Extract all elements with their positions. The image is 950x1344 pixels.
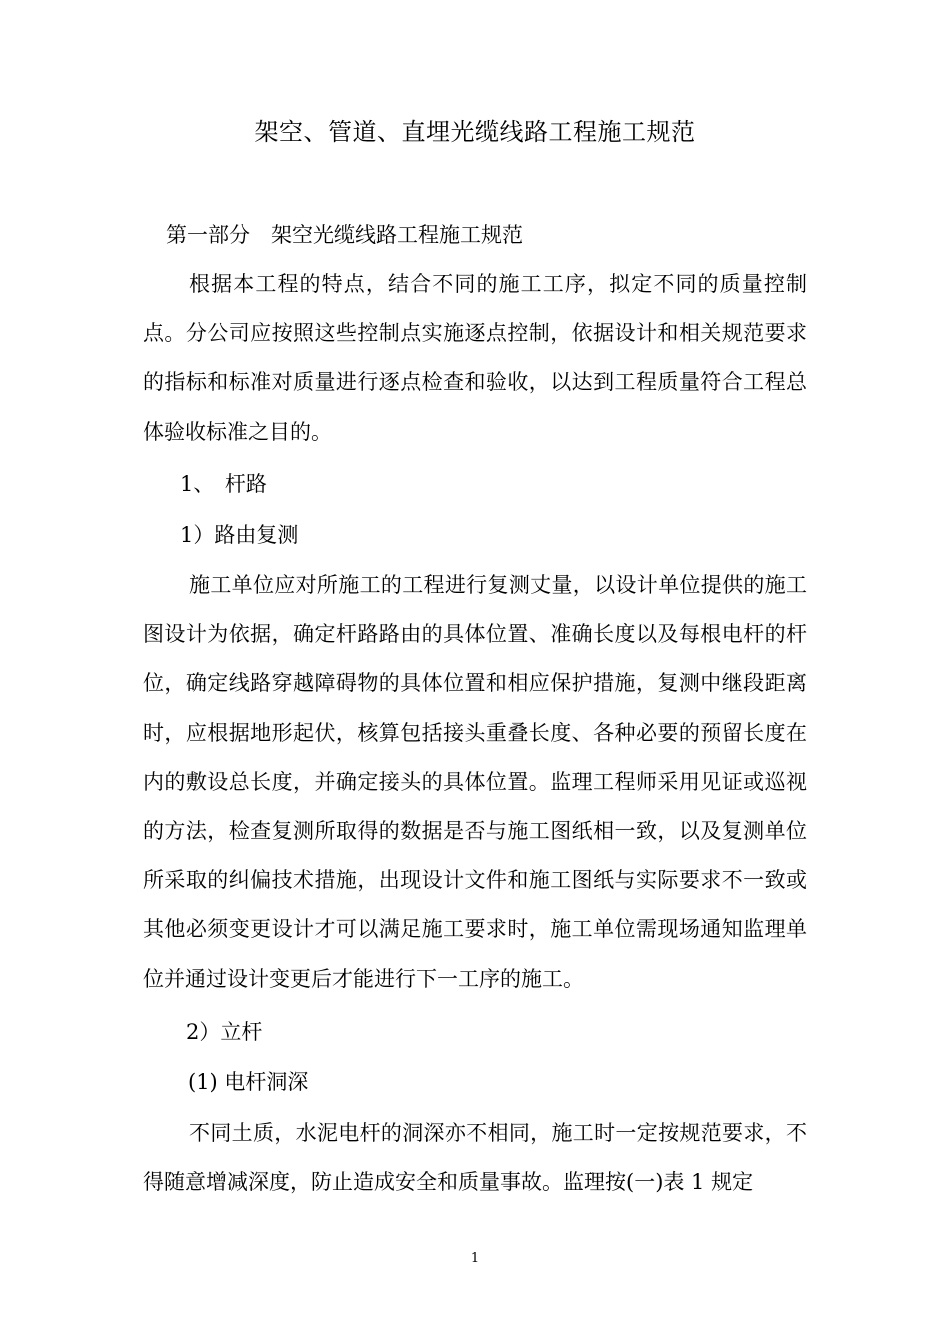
pole-depth-paragraph: 不同土质，水泥电杆的洞深亦不相同，施工时一定按规范要求，不得随意增减深度，防止造成安全和质量事故。监理按(一)表 1 规定: [143, 1121, 807, 1195]
route-survey-paragraph: 施工单位应对所施工的工程进行复测丈量，以设计单位提供的施工图设计为依据，确定杆路路由的具体位置、准确长度以及每根电杆的杆位，确定线路穿越障碍物的具体位置和相应保护措施，复测中继段距离时，应根据地形起伏，核算包括接头重叠长度、各种必要的预留长度在内的敷设总长度，并确定接头的具体位置。监理工程师采用见证或巡视的方法，检查复测所取得的数据是否与施工图纸相一致，以及复测单位所采取的纠偏技术措施，出现设计文件和施工图纸与实际要求不一致或其他必须变更设计才可以满足施工要求时，施工单位需现场通知监理单位并通过设计变更后才能进行下一工序的施工。: [143, 573, 807, 991]
section-heading: 1、 杆路: [180, 472, 267, 496]
page-number: 1: [470, 1251, 480, 1266]
item-heading: (1) 电杆洞深: [188, 1070, 309, 1094]
document-title: 架空、管道、直埋光缆线路工程施工规范: [254, 118, 696, 146]
subsection-heading: 2）立杆: [186, 1020, 263, 1044]
intro-paragraph: 根据本工程的特点，结合不同的施工工序，拟定不同的质量控制点。分公司应按照这些控制点实施逐点控制，依据设计和相关规范要求的指标和标准对质量进行逐点检查和验收，以达到工程质量符合工程总体验收标准之目的。: [143, 272, 807, 444]
part-heading: 第一部分 架空光缆线路工程施工规范: [166, 223, 523, 247]
subsection-heading: 1）路由复测: [180, 523, 299, 547]
